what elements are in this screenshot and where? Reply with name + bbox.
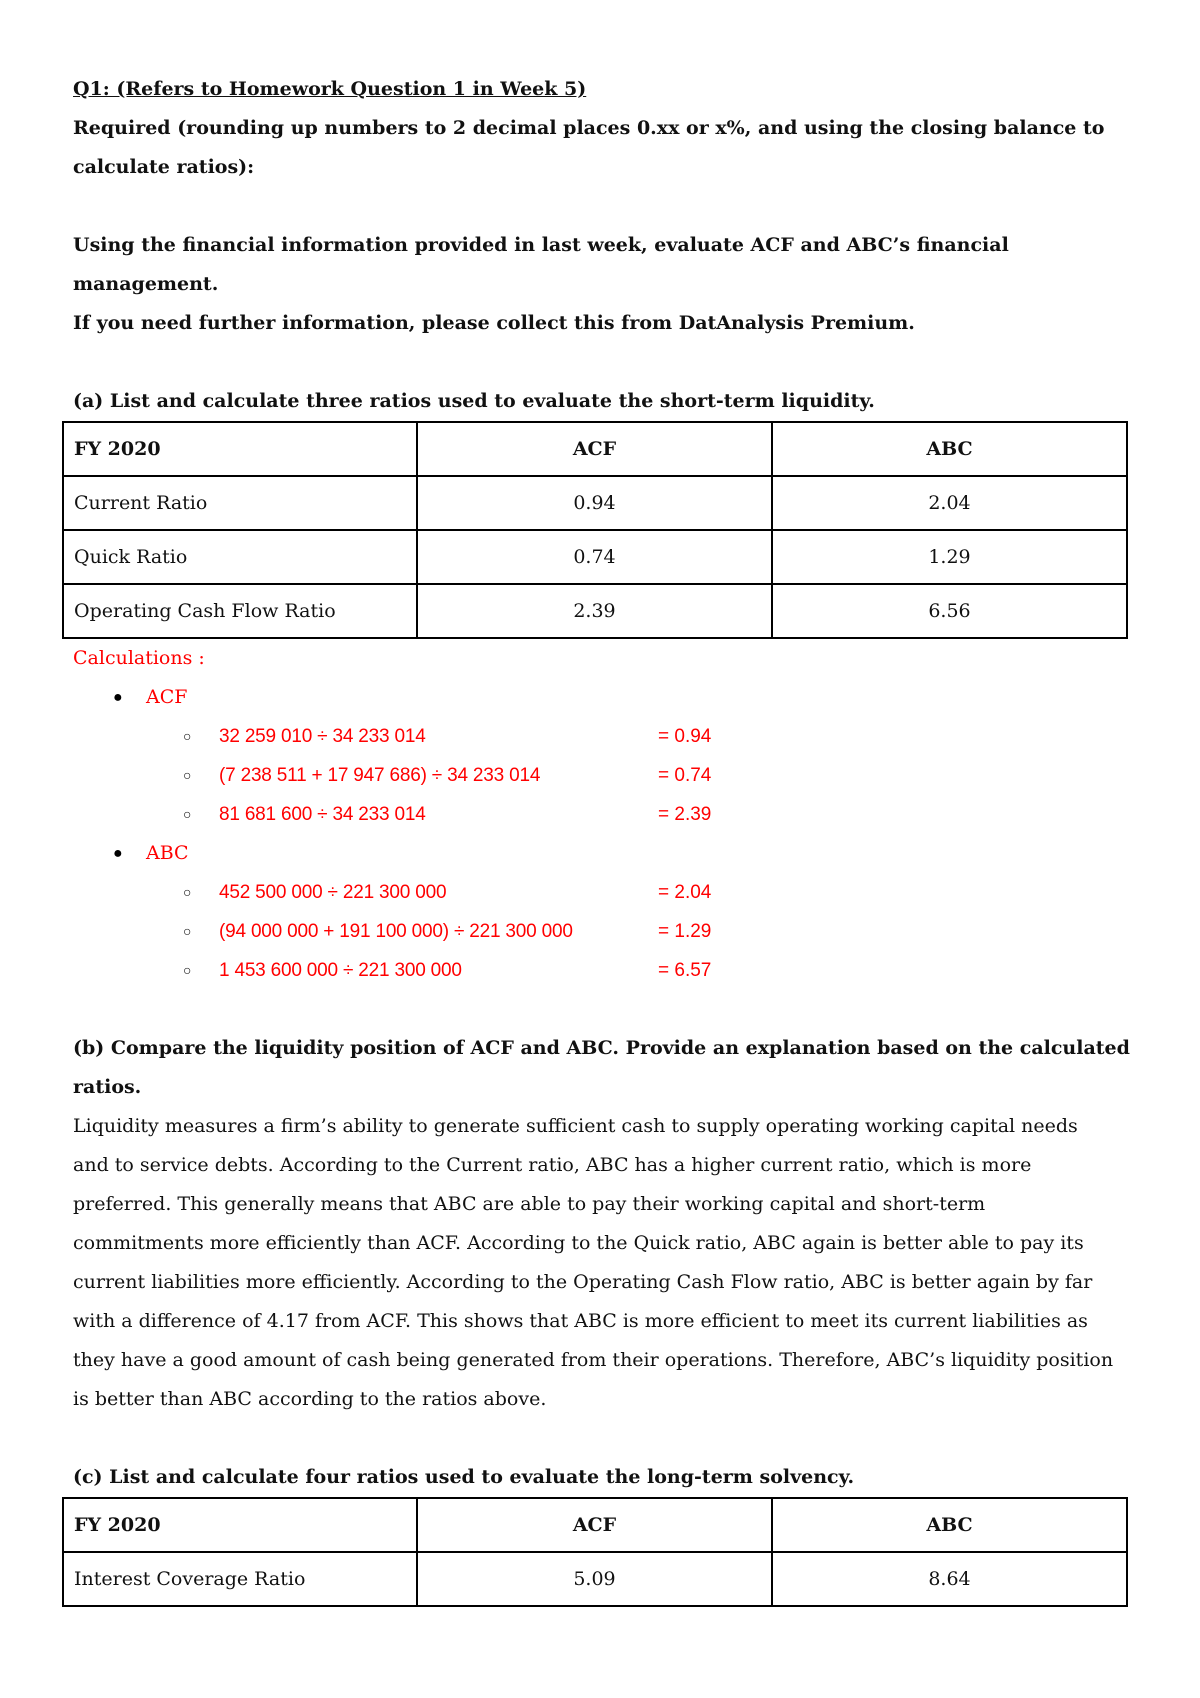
- calculations-section: [73, 639, 1133, 990]
- abc-value-cell: 8.64: [772, 1552, 1127, 1606]
- part-b-title-1: (b) Compare the liquidity position of ACF and ABC. Provide an explanation based on the calculated: [73, 1037, 1130, 1059]
- calc-result: = 2.39: [658, 804, 712, 825]
- spacer: [73, 187, 1133, 226]
- spacer: [73, 1419, 1133, 1458]
- paragraph-line: current liabilities more efficiently. According to the Operating Cash Flow ratio, ABC is better again by far: [73, 1271, 1093, 1293]
- calculations-label: Calculations :: [73, 647, 205, 669]
- header-cell-year: FY 2020: [63, 1498, 417, 1552]
- hollow-bullet-icon: ○: [183, 767, 192, 783]
- calc-result: = 0.94: [658, 726, 712, 747]
- calc-expression: 452 500 000 ÷ 221 300 000: [219, 882, 447, 903]
- abc-value-cell: 6.56: [772, 584, 1127, 638]
- part-c-title: (c) List and calculate four ratios used to evaluate the long-term solvency.: [73, 1466, 855, 1488]
- hollow-bullet-icon: ○: [183, 728, 192, 744]
- ratio-name-cell: Interest Coverage Ratio: [63, 1552, 417, 1606]
- calc-expression: (7 238 511 + 17 947 686) ÷ 34 233 014: [219, 765, 541, 786]
- acf-value-cell: 0.94: [417, 476, 772, 530]
- calc-expression: (94 000 000 + 191 100 000) ÷ 221 300 000: [219, 921, 573, 942]
- intro-line-2: If you need further information, please collect this from DatAnalysis Premium.: [73, 312, 915, 334]
- calc-item: [73, 873, 1133, 912]
- hollow-bullet-icon: ○: [183, 806, 192, 822]
- header-cell-abc: ABC: [772, 422, 1127, 476]
- calc-item: [73, 795, 1133, 834]
- paragraph-line: Liquidity measures a firm’s ability to generate sufficient cash to supply operating working capital needs: [73, 1115, 1078, 1137]
- header-cell-acf: ACF: [417, 1498, 772, 1552]
- calc-item: [73, 756, 1133, 795]
- calc-group-name: ACF: [146, 686, 188, 708]
- acf-value-cell: 2.39: [417, 584, 772, 638]
- required-line-1: Required (rounding up numbers to 2 decimal places 0.xx or x%, and using the closing balance to: [73, 117, 1105, 139]
- ratio-name-cell: Current Ratio: [63, 476, 417, 530]
- calc-result: = 2.04: [658, 882, 712, 903]
- calc-expression: 1 453 600 000 ÷ 221 300 000: [219, 960, 462, 981]
- intro-line-1: Using the financial information provided in last week, evaluate ACF and ABC’s financial management.: [73, 234, 1009, 295]
- table-row: [63, 476, 1127, 530]
- hollow-bullet-icon: ○: [183, 884, 192, 900]
- paragraph-line: and to service debts. According to the Current ratio, ABC has a higher current ratio, which is more: [73, 1154, 1032, 1176]
- ratio-name-cell: Operating Cash Flow Ratio: [63, 584, 417, 638]
- table-header-row: [63, 422, 1127, 476]
- paragraph-line: commitments more efficiently than ACF. According to the Quick ratio, ABC again is better able to pay its: [73, 1232, 1084, 1254]
- calc-result: = 6.57: [658, 960, 712, 981]
- calc-item: [73, 717, 1133, 756]
- spacer: [73, 343, 1133, 382]
- calc-item: [73, 951, 1133, 990]
- document-page: [73, 70, 1133, 1607]
- calc-item: [73, 912, 1133, 951]
- table-row: [63, 530, 1127, 584]
- abc-value-cell: 1.29: [772, 530, 1127, 584]
- hollow-bullet-icon: ○: [183, 923, 192, 939]
- part-b-title-2: ratios.: [73, 1076, 142, 1098]
- paragraph-line: they have a good amount of cash being generated from their operations. Therefore, ABC’s liquidity position: [73, 1349, 1114, 1371]
- paragraph-line: is better than ABC according to the ratios above.: [73, 1388, 547, 1410]
- acf-value-cell: 0.74: [417, 530, 772, 584]
- header-cell-year: FY 2020: [63, 422, 417, 476]
- header-cell-acf: ACF: [417, 422, 772, 476]
- liquidity-ratios-table: [62, 421, 1128, 639]
- paragraph-line: with a difference of 4.17 from ACF. This shows that ABC is more efficient to meet its current liabilities as: [73, 1310, 1088, 1332]
- paragraph-line: preferred. This generally means that ABC are able to pay their working capital and short-term: [73, 1193, 986, 1215]
- table-row: [63, 584, 1127, 638]
- table-row: [63, 1552, 1127, 1606]
- header-cell-abc: ABC: [772, 1498, 1127, 1552]
- spacer: [73, 990, 1133, 1029]
- question-heading: Q1: (Refers to Homework Question 1 in Week 5): [73, 78, 587, 100]
- calc-expression: 32 259 010 ÷ 34 233 014: [219, 726, 426, 747]
- abc-value-cell: 2.04: [772, 476, 1127, 530]
- ratio-name-cell: Quick Ratio: [63, 530, 417, 584]
- calc-expression: 81 681 600 ÷ 34 233 014: [219, 804, 426, 825]
- calc-group-abc: [73, 834, 1133, 873]
- acf-value-cell: 5.09: [417, 1552, 772, 1606]
- bullet-icon: ●: [113, 845, 123, 862]
- part-a-title: (a) List and calculate three ratios used to evaluate the short-term liquidity.: [73, 390, 875, 412]
- table-header-row: [63, 1498, 1127, 1552]
- calc-result: = 0.74: [658, 765, 712, 786]
- calc-group-acf: [73, 678, 1133, 717]
- calc-result: = 1.29: [658, 921, 712, 942]
- required-line-2: calculate ratios):: [73, 156, 255, 178]
- solvency-ratios-table: [62, 1497, 1128, 1607]
- calc-group-name: ABC: [146, 842, 189, 864]
- hollow-bullet-icon: ○: [183, 962, 192, 978]
- bullet-icon: ●: [113, 689, 123, 706]
